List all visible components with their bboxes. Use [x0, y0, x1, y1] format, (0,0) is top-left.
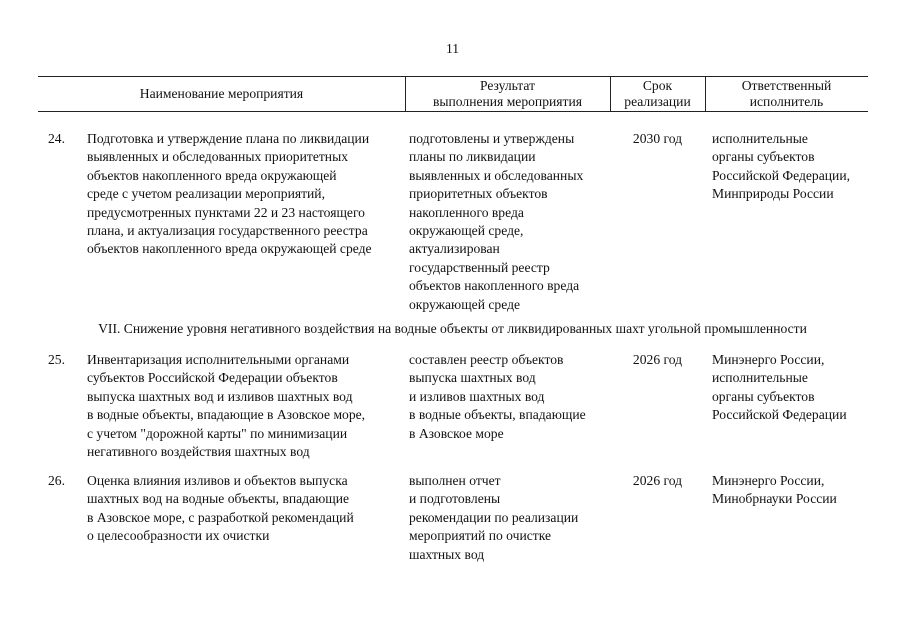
row-responsible-line: Российской Федерации [712, 407, 847, 423]
row-name-line: предусмотренных пунктами 22 и 23 настоящего [87, 204, 365, 220]
row-term: 2026 год [632, 352, 683, 367]
row-responsible-line: органы субъектов [712, 388, 815, 404]
row-responsible [712, 351, 847, 425]
row-result-line: мероприятий по очистке [409, 528, 552, 544]
row-term: 2030 год [632, 131, 683, 146]
row-term: 2026 год [632, 473, 683, 488]
header-col-responsible [705, 78, 868, 110]
row-result-line: рекомендации по реализации [409, 509, 579, 525]
row-responsible-line: Минприроды России [712, 186, 834, 202]
header-col-term [610, 78, 705, 110]
row-name-line: в водные объекты, впадающие в Азовское море, [87, 407, 366, 423]
row-result-line: планы по ликвидации [409, 149, 536, 165]
row-name-line: Подготовка и утверждение плана по ликвидации [87, 131, 370, 146]
row-result-line: государственный реестр [409, 259, 550, 275]
row-result-line: выпуска шахтных вод [409, 370, 536, 386]
row-number: 26. [48, 473, 65, 488]
row-result-line: окружающей среде, [409, 223, 524, 239]
header-col-result-line: выполнения мероприятия [432, 94, 583, 109]
row-name-line: Инвентаризация исполнительными органами [87, 352, 350, 367]
row-name [87, 351, 365, 461]
row-responsible-line: Минэнерго России, [712, 473, 825, 488]
row-responsible-line: исполнительные [712, 370, 808, 386]
row-name-line: шахтных вод на водные объекты, впадающие [87, 491, 350, 507]
row-result-line: и подготовлены [409, 491, 501, 507]
section-title: VII. Снижение уровня негативного воздействия на водные объекты от ликвидированных шахт угольной промышленности [98, 321, 807, 336]
row-name-line: о целесообразности их очистки [87, 528, 270, 544]
header-bottom-rule [38, 111, 868, 112]
row-name-line: выявленных и обследованных приоритетных [87, 149, 348, 165]
row-name-line: среде с учетом реализации мероприятий, [87, 186, 325, 202]
row-name-line: в Азовское море, с разработкой рекомендаций [87, 509, 354, 525]
header-col-name: Наименование мероприятия [139, 86, 304, 101]
row-result-line: и изливов шахтных вод [409, 388, 545, 404]
header-col-responsible-line: Ответственный [741, 78, 832, 93]
row-result-line: подготовлены и утверждены [409, 131, 575, 146]
row-name [87, 472, 354, 546]
row-name-line: объектов накопленного вреда окружающей [87, 167, 337, 183]
row-result-line: составлен реестр объектов [409, 352, 564, 367]
header-col-result [405, 78, 610, 110]
row-responsible [712, 472, 837, 509]
row-result-line: приоритетных объектов [409, 186, 548, 202]
row-responsible-line: исполнительные [712, 131, 808, 146]
row-responsible-line: Российской Федерации, [712, 167, 850, 183]
row-responsible-line: органы субъектов [712, 149, 815, 165]
row-result-line: в Азовское море [409, 425, 504, 441]
row-result [409, 130, 583, 314]
row-result-line: накопленного вреда [409, 204, 524, 220]
row-result-line: шахтных вод [409, 546, 485, 562]
row-result-line: объектов накопленного вреда [409, 278, 580, 294]
row-name-line: объектов накопленного вреда окружающей среде [87, 241, 372, 257]
header-col-term-line: реализации [624, 94, 691, 109]
page-number: 11 [445, 41, 460, 56]
row-name [87, 130, 372, 259]
header-top-rule [38, 76, 868, 77]
row-responsible-line: Минобрнауки России [712, 491, 837, 507]
row-name-line: с учетом "дорожной карты" по минимизации [87, 425, 348, 441]
header-col-result-line: Результат [479, 78, 536, 93]
row-number: 25. [48, 352, 65, 367]
row-responsible-line: Минэнерго России, [712, 352, 825, 367]
row-name-line: субъектов Российской Федерации объектов [87, 370, 338, 386]
row-result-line: выявленных и обследованных [409, 167, 584, 183]
header-col-responsible-line: исполнитель [749, 94, 824, 109]
row-name-line: негативного воздействия шахтных вод [87, 444, 310, 460]
row-name-line: плана, и актуализация государственного реестра [87, 223, 368, 239]
row-result [409, 472, 578, 564]
row-name-line: Оценка влияния изливов и объектов выпуска [87, 473, 348, 488]
row-result-line: в водные объекты, впадающие [409, 407, 586, 423]
row-number: 24. [48, 131, 65, 146]
header-col-term-line: Срок [642, 78, 673, 93]
row-responsible [712, 130, 850, 204]
row-result-line: окружающей среде [409, 296, 521, 312]
row-result-line: выполнен отчет [409, 473, 501, 488]
row-name-line: выпуска шахтных вод и изливов шахтных вод [87, 388, 353, 404]
row-result-line: актуализирован [409, 241, 500, 257]
row-result [409, 351, 586, 443]
